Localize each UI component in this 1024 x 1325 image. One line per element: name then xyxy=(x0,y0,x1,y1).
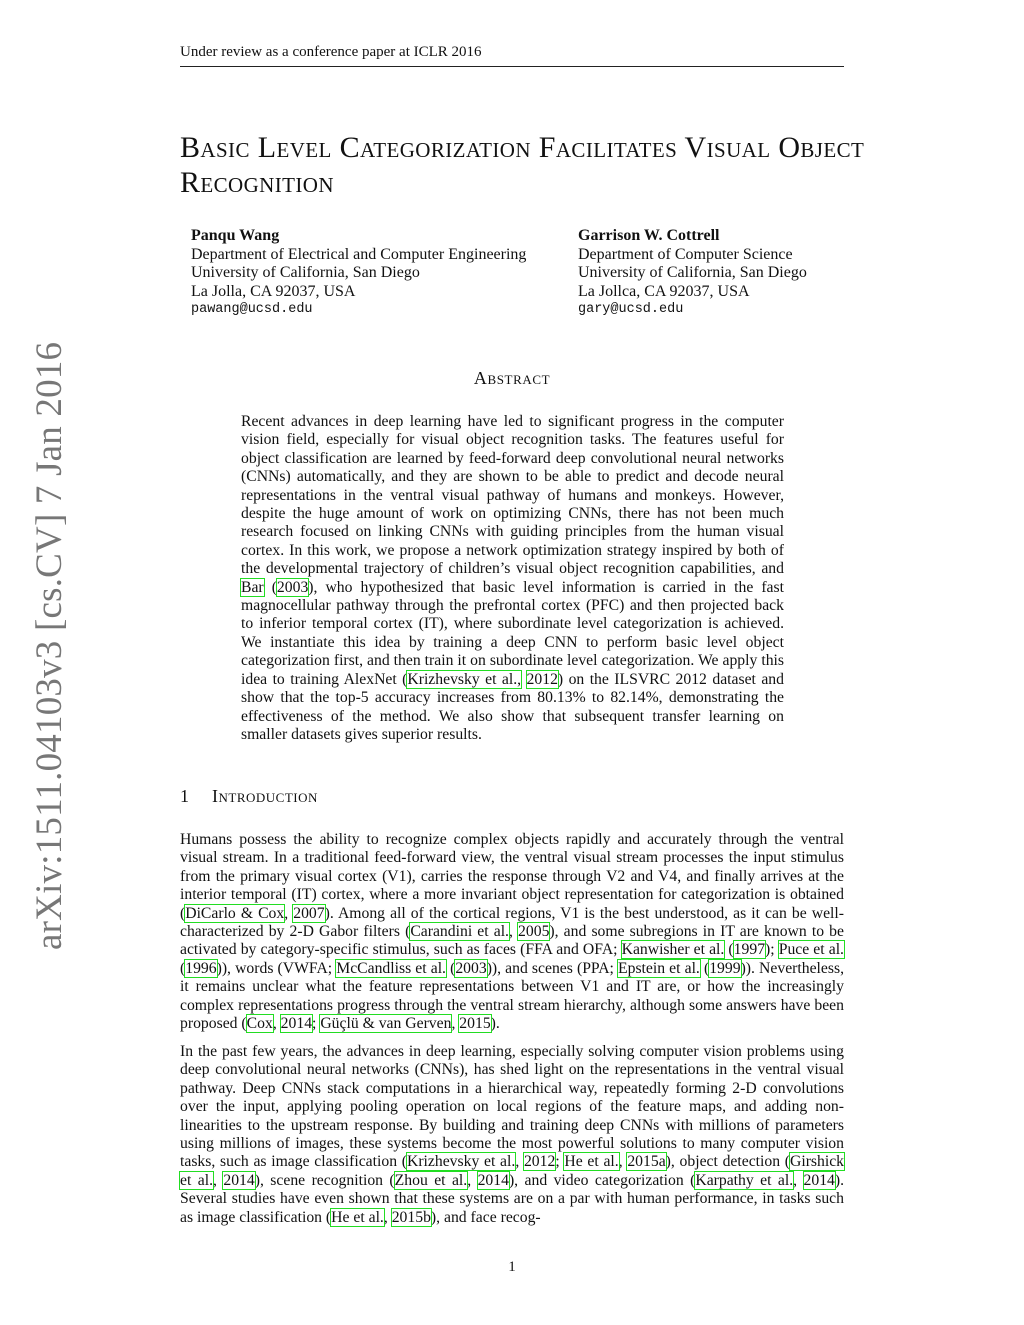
citation-link[interactable]: 2014 xyxy=(280,1015,313,1033)
citation-link[interactable]: Epstein et al. xyxy=(618,959,700,977)
body-text: ), and face recog- xyxy=(430,1208,541,1226)
citation-link[interactable]: 2007 xyxy=(293,904,325,922)
body-text: ), scene recognition ( xyxy=(254,1171,395,1189)
body-text: , xyxy=(793,1171,804,1189)
section-number: 1 xyxy=(180,786,190,806)
body-text: ; xyxy=(555,1153,565,1171)
citation-link[interactable]: Girshick et al. xyxy=(180,1153,845,1189)
body-text: ). Among all of the cortical regions, V1 is the best understood, as it can be well-characterized by 2-D Gabor filters ( xyxy=(180,904,844,941)
abstract-text xyxy=(521,671,526,688)
body-text: , xyxy=(213,1171,224,1189)
body-text: ( xyxy=(180,959,186,977)
section-title: Introduction xyxy=(212,786,318,806)
citation-link[interactable]: Carandini et al. xyxy=(410,923,509,941)
citation-link[interactable]: 2005 xyxy=(518,923,550,941)
body-text: Humans possess the ability to recognize complex objects rapidly and accurately through the ventral visual stream. In a traditional feed-forward view, the ventral visual stream processes the input stimulus from the primary visual cortex (V1), carries the response through V2 and V4, and finally arrives at the interior temporal (IT) cortex, where a more invariant object representation for categorization is obtained ( xyxy=(180,831,844,922)
body-text: ). xyxy=(490,1015,500,1033)
citation-link[interactable]: Cox xyxy=(246,1015,273,1033)
citation-link[interactable]: Bar xyxy=(241,578,264,596)
body-text: , xyxy=(467,1171,478,1189)
author-block-1 xyxy=(191,227,526,320)
citation-link[interactable]: He et al. xyxy=(564,1153,619,1171)
citation-link[interactable]: McCandliss et al. xyxy=(336,959,446,977)
body-text: )), words (VWFA; xyxy=(216,959,337,977)
paper-title: Basic Level Categorization Facilitates Visual Object Recognition xyxy=(180,131,865,199)
author-university: University of California, San Diego xyxy=(578,264,807,281)
page-number: 1 xyxy=(508,1259,516,1275)
running-header: Under review as a conference paper at ICLR 2016 xyxy=(180,44,482,60)
citation-link[interactable]: 2003 xyxy=(276,578,309,596)
body-text: , xyxy=(451,1015,460,1033)
author-address: La Jollca, CA 92037, USA xyxy=(578,282,750,300)
citation-link[interactable]: Krizhevsky et al. xyxy=(407,1153,516,1171)
abstract-text: Recent advances in deep learning have led to significant progress in the computer vision field, especially for visual object recognition tasks. The features useful for object classification are learned by feed-forward deep convolutional neural networks (CNNs) automatically, and they are shown to be able to predict and decode neural representations in the ventral visual pathway of humans and monkeys. However, despite the huge amount of work on optimizing CNNs, there has not been much research focused on linking CNNs with guiding principles from the human visual cortex. In this work, we propose a network optimization strategy inspired by both of the developmental trajectory of children’s visual object recognition capabilities, and xyxy=(241,413,784,578)
intro-paragraph-1 xyxy=(180,831,844,1033)
citation-link[interactable]: 2003 xyxy=(455,959,487,977)
body-text: ( xyxy=(699,959,710,977)
citation-link[interactable]: 2014 xyxy=(803,1171,835,1189)
citation-link[interactable]: Puce et al. xyxy=(778,941,844,959)
citation-link[interactable]: DiCarlo & Cox xyxy=(185,904,285,922)
body-text: , xyxy=(272,1015,281,1033)
author-email[interactable]: pawang@ucsd.edu xyxy=(191,302,313,317)
abstract-text: ) on the ILSVRC 2012 dataset and show that the top-5 accuracy increases from 80.13% to 82.14%, demonstrating the effectiveness of the method. We also show that subsequent transfer learning on smaller datasets gives superior results. xyxy=(241,670,784,743)
author-department: Department of Electrical and Computer Engineering xyxy=(191,245,527,263)
citation-link[interactable]: 2012 xyxy=(523,1153,556,1171)
citation-link[interactable]: 2014 xyxy=(223,1171,255,1189)
citation-link[interactable]: 2015b xyxy=(391,1208,431,1226)
citation-link[interactable]: He et al. xyxy=(331,1208,384,1226)
author-block-2 xyxy=(578,227,807,320)
citation-link[interactable]: Kanwisher et al. xyxy=(621,941,725,959)
body-text: , xyxy=(508,923,519,941)
author-department: Department of Computer Science xyxy=(578,245,793,263)
author-address: La Jolla, CA 92037, USA xyxy=(191,282,356,300)
citation-link[interactable]: 2015 xyxy=(459,1015,491,1033)
abstract-text: ( xyxy=(263,578,277,596)
author-email[interactable]: gary@ucsd.edu xyxy=(578,302,684,317)
body-text: ); xyxy=(765,941,779,959)
abstract-heading: Abstract xyxy=(473,368,551,388)
body-text: )), and scenes (PPA; xyxy=(486,959,619,977)
arxiv-stamp: arXiv:1511.04103v3 [cs.CV] 7 Jan 2016 xyxy=(29,341,70,950)
citation-link[interactable]: Karpathy et al. xyxy=(695,1171,794,1189)
citation-link[interactable]: Güçlü & van Gerven xyxy=(320,1015,452,1033)
author-name: Garrison W. Cottrell xyxy=(578,227,720,244)
intro-paragraph-2 xyxy=(180,1043,844,1227)
citation-link[interactable]: Zhou et al. xyxy=(394,1171,468,1189)
citation-link[interactable]: Krizhevsky et al., xyxy=(407,670,522,688)
body-text: In the past few years, the advances in deep learning, especially solving computer vision problems using deep convolutional neural networks (CNNs), has shed light on the representations in the ventral visual pathway. Deep CNNs stack computations in a hierarchical way, repeatedly forming 2-D convolutions over the input, applying pooling operation on local regions of the feature maps, and adding non-linearities to the upstream response. By building and training deep CNNs with millions of parameters using millions of images, these systems become the most powerful solutions to many computer vision tasks, such as image classification ( xyxy=(180,1043,844,1171)
body-text: ( xyxy=(724,941,734,959)
body-text: , xyxy=(383,1208,392,1226)
citation-link[interactable]: 1999 xyxy=(709,959,741,977)
body-text: ), and some subregions in IT are known to be activated by category-specific stimulus, such as faces (FFA and OFA; xyxy=(180,923,844,959)
body-text: ( xyxy=(445,959,456,977)
body-text: , xyxy=(284,904,294,922)
author-university: University of California, San Diego xyxy=(191,264,420,281)
author-name: Panqu Wang xyxy=(191,227,280,244)
citation-link[interactable]: 2012 xyxy=(526,670,558,688)
citation-link[interactable]: 1996 xyxy=(185,959,217,977)
body-text: , xyxy=(515,1153,524,1171)
abstract-body xyxy=(241,413,784,744)
body-text: ). Several studies have even shown that these systems are on a par with human performance, in tasks such as image classification ( xyxy=(180,1171,845,1226)
abstract-text: ), who hypothesized that basic level information is carried in the fast magnocellular pathway through the prefrontal cortex (PFC) and then projected back to inferior temporal cortex (IT), where subordinate level categorization is achieved. We instantiate this idea by training a deep CNN to perform basic level object categorization first, and then train it on subordinate level categorization. We apply this idea to training AlexNet ( xyxy=(241,578,784,688)
header-rule xyxy=(180,66,844,67)
body-text: ), and video categorization ( xyxy=(508,1171,696,1189)
body-text: , xyxy=(618,1153,628,1171)
body-text: )). Nevertheless, it remains unclear what the feature representations between V1 and IT are, or how the increasingly complex representations progress through the ventral stream hierarchy, although some answers have been proposed ( xyxy=(180,959,844,1033)
body-text: ), object detection ( xyxy=(665,1153,790,1171)
section-heading xyxy=(180,786,318,807)
citation-link[interactable]: 2015a xyxy=(627,1153,666,1171)
citation-link[interactable]: 2014 xyxy=(477,1171,509,1189)
body-text: ; xyxy=(312,1015,321,1033)
citation-link[interactable]: 1997 xyxy=(733,941,766,959)
